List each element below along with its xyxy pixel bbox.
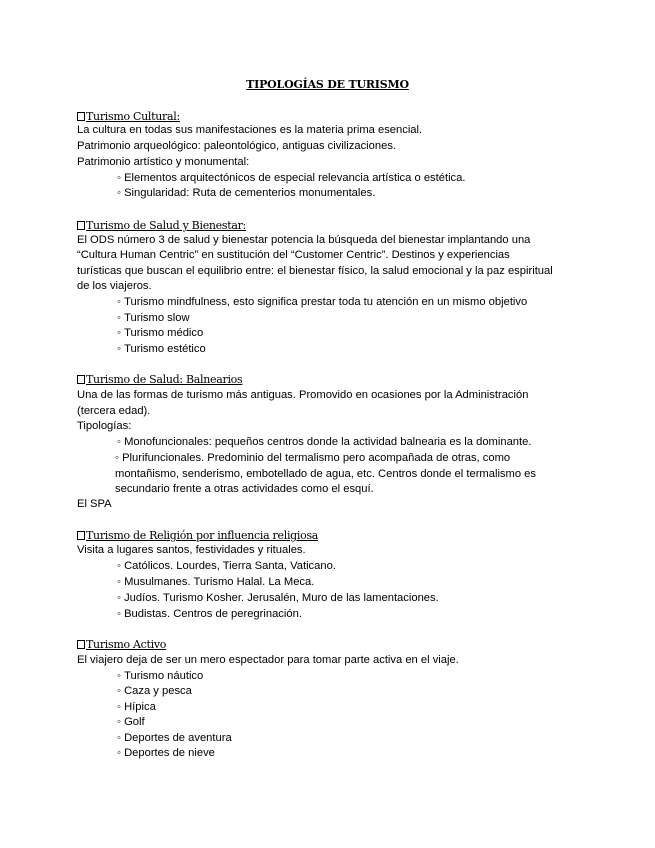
document-title: TIPOLOGÍAS DE TURISMO bbox=[246, 78, 409, 91]
list-item: ◦ Caza y pesca bbox=[117, 684, 192, 700]
list-item: ◦ Deportes de aventura bbox=[117, 731, 232, 747]
section-heading-balnearios: Turismo de Salud: Balnearios bbox=[77, 373, 242, 386]
list-item: ◦ Turismo estético bbox=[117, 342, 206, 358]
list-item: ◦ Hípica bbox=[117, 700, 156, 716]
list-item-line: secundario frente a otras actividades como el esquí. bbox=[115, 483, 374, 496]
checkbox-icon bbox=[77, 531, 85, 540]
paragraph-line: El ODS número 3 de salud y bienestar potencia la búsqueda del bienestar implantando una bbox=[77, 234, 531, 246]
list-item: ◦ Budistas. Centros de peregrinación. bbox=[117, 607, 302, 623]
list-item-line: montañismo, senderismo, embotellado de agua, etc. Centros donde el termalismo es bbox=[115, 467, 536, 480]
list-item: ◦ Singularidad: Ruta de cementerios monumentales. bbox=[117, 186, 375, 202]
paragraph-line: Patrimonio artístico y monumental: bbox=[77, 156, 250, 168]
checkbox-icon bbox=[77, 640, 85, 649]
checkbox-icon bbox=[77, 375, 85, 384]
section-heading-cultural: Turismo Cultural: bbox=[77, 110, 180, 123]
paragraph-line: Tipologías: bbox=[77, 420, 132, 432]
list-item: ◦ Católicos. Lourdes, Tierra Santa, Vaticano. bbox=[117, 559, 336, 575]
list-item: ◦ Golf bbox=[117, 715, 145, 731]
list-item: ◦ Elementos arquitectónicos de especial relevancia artística o estética. bbox=[117, 171, 465, 187]
list-item: ◦ Deportes de nieve bbox=[117, 746, 215, 762]
list-item-multiline bbox=[117, 451, 567, 498]
paragraph-line: (tercera edad). bbox=[77, 405, 151, 417]
checkbox-icon bbox=[77, 221, 85, 230]
list-item: ◦ Turismo náutico bbox=[117, 669, 203, 685]
section-heading-activo: Turismo Activo bbox=[77, 638, 166, 651]
paragraph-line: Patrimonio arqueológico: paleontológico, antiguas civilizaciones. bbox=[77, 140, 397, 152]
list-item: ◦ Turismo slow bbox=[117, 311, 190, 327]
section-heading-salud-bienestar: Turismo de Salud y Bienestar: bbox=[77, 219, 246, 232]
list-item: ◦ Monofuncionales: pequeños centros donde la actividad balnearia es la dominante. bbox=[117, 435, 531, 451]
list-item-line: ◦ Plurifuncionales. Predominio del termalismo pero acompañada de otras, como bbox=[115, 451, 567, 467]
paragraph-line: turísticas que buscan el equilibrio entre: el bienestar físico, la salud emocional y la paz espiritual bbox=[77, 265, 553, 277]
checkbox-icon bbox=[77, 112, 85, 121]
list-item: ◦ Turismo médico bbox=[117, 326, 203, 342]
list-item: ◦ Judíos. Turismo Kosher. Jerusalén, Muro de las lamentaciones. bbox=[117, 591, 439, 607]
paragraph-line: El viajero deja de ser un mero espectador para tomar parte activa en el viaje. bbox=[77, 654, 459, 666]
paragraph-line: de los viajeros. bbox=[77, 280, 152, 292]
list-item: ◦ Turismo mindfulness, esto significa prestar toda tu atención en un mismo objetivo bbox=[117, 295, 527, 311]
paragraph-line: Una de las formas de turismo más antiguas. Promovido en ocasiones por la Administración bbox=[77, 389, 529, 401]
paragraph-line: “Cultura Human Centric” en sustitución del “Customer Centric”. Destinos y experiencias bbox=[77, 249, 510, 261]
section-heading-religion: Turismo de Religión por influencia religiosa bbox=[77, 529, 318, 542]
paragraph-line: El SPA bbox=[77, 498, 112, 510]
paragraph-line: La cultura en todas sus manifestaciones es la materia prima esencial. bbox=[77, 124, 423, 136]
paragraph-line: Visita a lugares santos, festividades y rituales. bbox=[77, 544, 306, 556]
list-item: ◦ Musulmanes. Turismo Halal. La Meca. bbox=[117, 575, 314, 591]
